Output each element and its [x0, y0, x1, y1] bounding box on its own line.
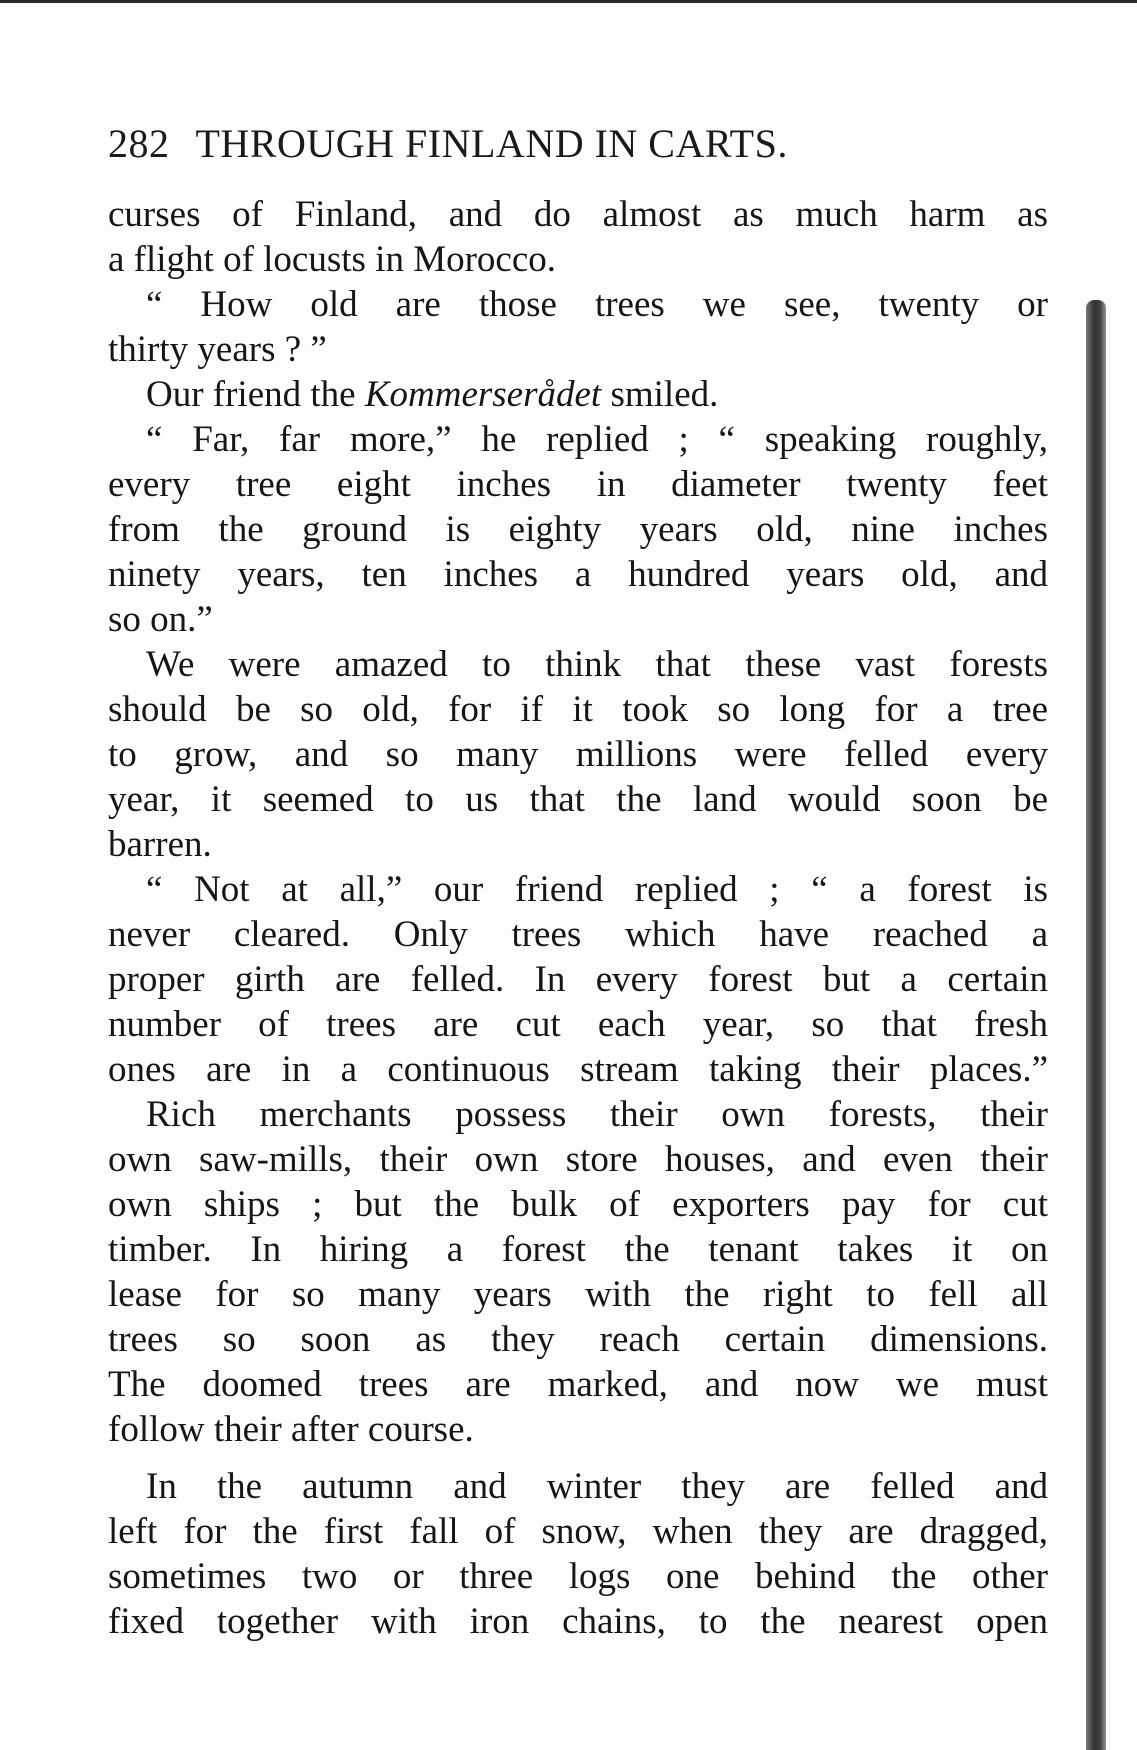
- text-line: “ Far, far more,” he replied ; “ speaking roughly,: [146, 419, 1048, 460]
- paragraph-gap: [108, 1452, 1048, 1464]
- text-line: In the autumn and winter they are felled and: [146, 1466, 1048, 1507]
- text-run: smiled.: [601, 374, 719, 415]
- text-line: number of trees are cut each year, so that fresh: [108, 1004, 1048, 1045]
- text-run: Our friend the: [146, 374, 365, 415]
- text-line: own saw-mills, their own store houses, and even their: [108, 1139, 1048, 1180]
- text-line: “ Not at all,” our friend replied ; “ a forest is: [146, 869, 1048, 910]
- text-line: never cleared. Only trees which have reached a: [108, 914, 1048, 955]
- text-line: trees so soon as they reach certain dimensions.: [108, 1319, 1048, 1360]
- body-text: [108, 192, 1048, 1644]
- text-line: own ships ; but the bulk of exporters pay for cut: [108, 1184, 1048, 1225]
- text-line: Rich merchants possess their own forests, their: [146, 1094, 1048, 1135]
- text-line: The doomed trees are marked, and now we must: [108, 1364, 1048, 1405]
- text-line: thirty years ? ”: [108, 329, 327, 370]
- text-line: from the ground is eighty years old, nine inches: [108, 509, 1048, 550]
- top-scan-edge: [0, 0, 1137, 3]
- text-line: ninety years, ten inches a hundred years old, and: [108, 554, 1048, 595]
- text-line: to grow, and so many millions were felled every: [108, 734, 1048, 775]
- page-number: 282: [108, 121, 170, 166]
- running-title: THROUGH FINLAND IN CARTS.: [195, 121, 788, 166]
- italic-term: Kommerserådet: [364, 374, 602, 415]
- text-line: curses of Finland, and do almost as much harm as: [108, 194, 1048, 235]
- text-line: follow their after course.: [108, 1409, 474, 1450]
- text-line: [108, 372, 1048, 417]
- text-line: sometimes two or three logs one behind the other: [108, 1556, 1048, 1597]
- text-line: year, it seemed to us that the land would soon be: [108, 779, 1048, 820]
- running-head: [108, 120, 1048, 172]
- text-line: proper girth are felled. In every forest but a certain: [108, 959, 1048, 1000]
- text-line: fixed together with iron chains, to the nearest open: [108, 1601, 1048, 1642]
- text-line: should be so old, for if it took so long for a tree: [108, 689, 1048, 730]
- text-line: We were amazed to think that these vast forests: [146, 644, 1048, 685]
- text-line: timber. In hiring a forest the tenant takes it on: [108, 1229, 1048, 1270]
- text-line: ones are in a continuous stream taking their places.”: [108, 1049, 1048, 1090]
- text-line: so on.”: [108, 599, 213, 640]
- text-line: lease for so many years with the right to fell all: [108, 1274, 1048, 1315]
- text-line: “ How old are those trees we see, twenty or: [146, 284, 1048, 325]
- text-line: a flight of locusts in Morocco.: [108, 239, 557, 280]
- text-line: left for the first fall of snow, when they are dragged,: [108, 1511, 1048, 1552]
- binding-shadow: [1086, 300, 1106, 1750]
- text-line: barren.: [108, 824, 212, 865]
- text-line: every tree eight inches in diameter twenty feet: [108, 464, 1048, 505]
